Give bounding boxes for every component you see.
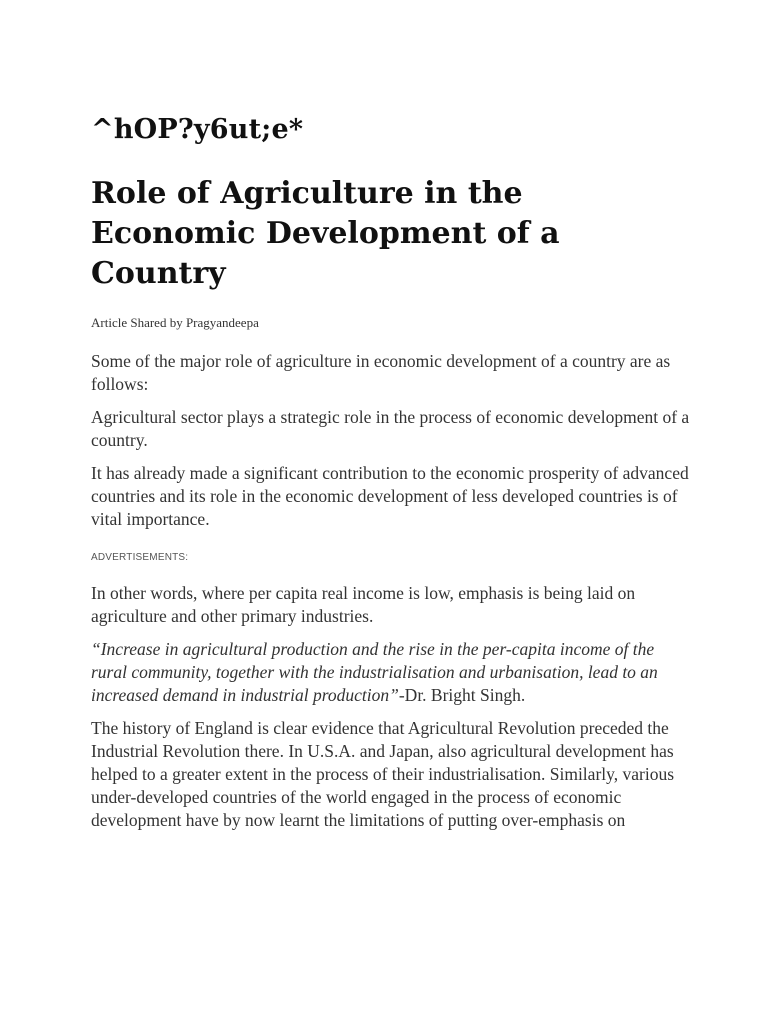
- paragraph-contribution: It has already made a significant contribution to the economic prosperity of advanced countries and its role in the economic development of less developed countries is of vital importance.: [91, 463, 689, 529]
- article-title: Role of Agriculture in the Economic Development of a Country: [91, 176, 560, 291]
- advertisements-label: ADVERTISEMENTS:: [91, 552, 189, 563]
- quote-attribution: -Dr. Bright Singh.: [398, 685, 526, 705]
- quote-text: “Increase in agricultural production and the rise in the per-capita income of the rural community, together with the industrialisation and urbanisation, lead to an increased demand in industrial production”: [91, 639, 658, 705]
- quote-block: [91, 638, 691, 707]
- article-page: [91, 112, 691, 842]
- paragraph-history: The history of England is clear evidence that Agricultural Revolution preceded the Industrial Revolution there. In U.S.A. and Japan, also agricultural development has helped to a greater extent in the process of their industrialisation. Similarly, various under-developed countries of the world engaged in the process of economic development have by now learnt the limitations of putting over-emphasis on: [91, 718, 675, 830]
- site-logo[interactable]: ^hOP?y6ut;e*: [91, 114, 304, 145]
- paragraph-intro: Some of the major role of agriculture in economic development of a country are as follows:: [91, 351, 671, 394]
- paragraph-strategic-role: Agricultural sector plays a strategic role in the process of economic development of a country.: [91, 407, 690, 450]
- paragraph-per-capita: In other words, where per capita real income is low, emphasis is being laid on agriculture and other primary industries.: [91, 583, 636, 626]
- article-byline: Article Shared by Pragyandeepa: [91, 315, 259, 330]
